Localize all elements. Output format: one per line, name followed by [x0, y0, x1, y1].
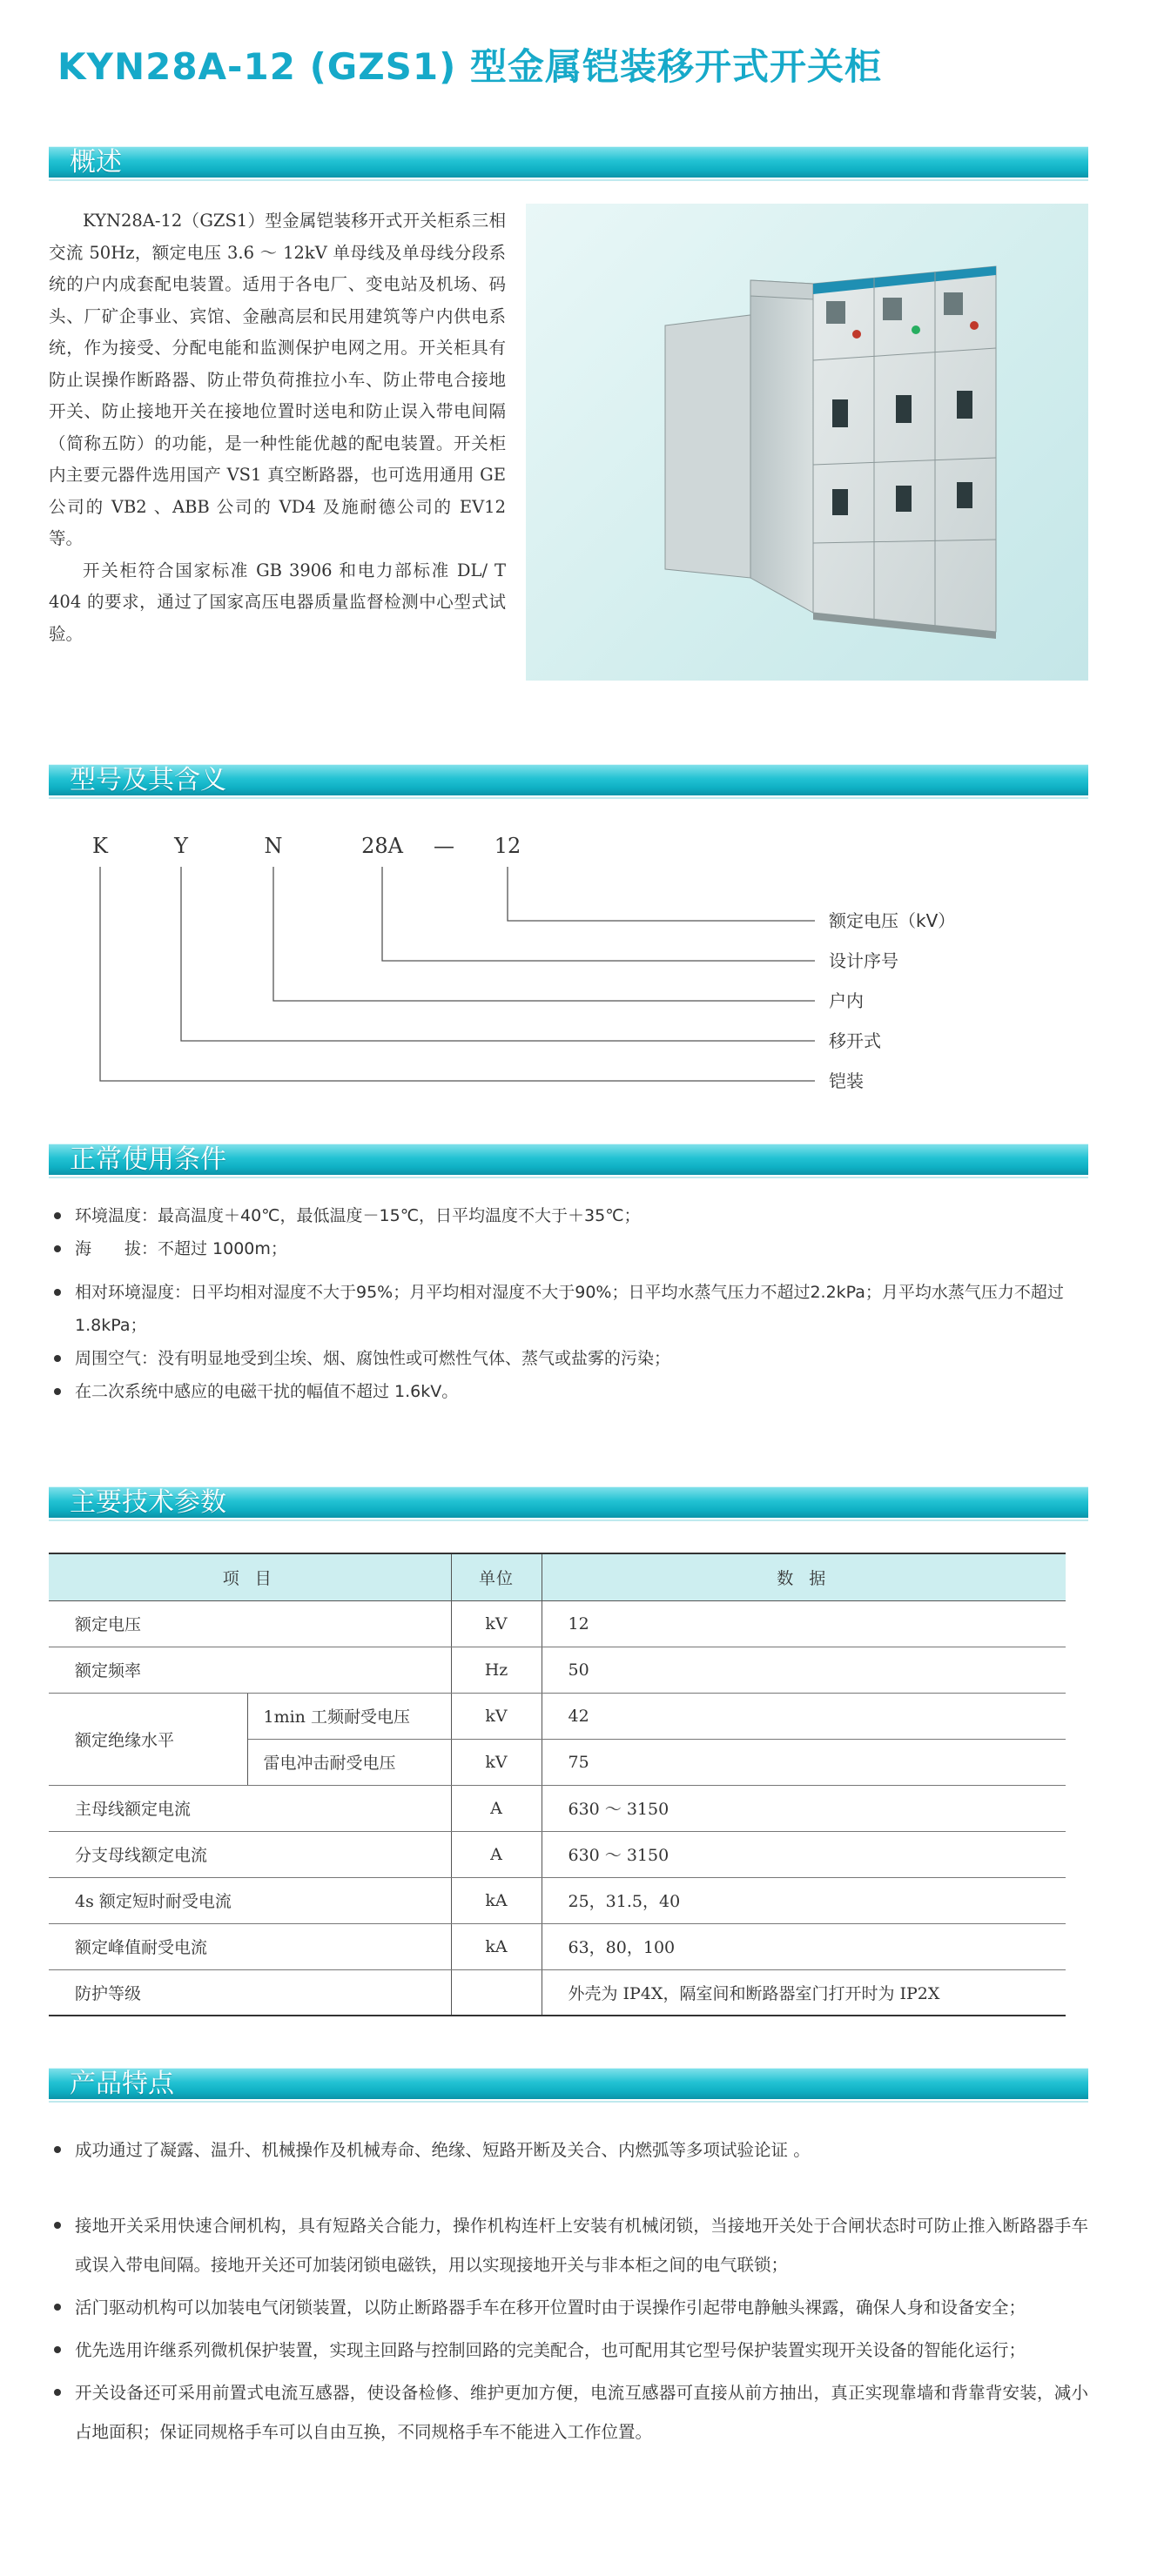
row-value: 42: [542, 1693, 1066, 1739]
overview-text: [49, 205, 506, 650]
model-meaning-rated-voltage: 额定电压（kV）: [829, 910, 956, 931]
section-title-params: 主要技术参数: [70, 1487, 226, 1518]
model-meaning-indoor: 户内: [829, 990, 864, 1011]
row-value: 25，31.5，40: [542, 1877, 1066, 1923]
model-meaning-design-number: 设计序号: [829, 950, 898, 971]
feature-item: 活门驱动机构可以加装电气闭锁装置，以防止断路器手车在移开位置时由于误操作引起带电静触头裸露，确保人身和设备安全；: [49, 2288, 1088, 2327]
row-value: 630 ～ 3150: [542, 1831, 1066, 1877]
section-header-features: [49, 2068, 1088, 2099]
model-code-diagram: [49, 828, 1088, 1116]
section-title-conditions: 正常使用条件: [70, 1144, 226, 1175]
row-subitem: 1min 工频耐受电压: [247, 1693, 451, 1739]
model-leader-lines: [100, 867, 815, 1081]
row-unit: kV: [451, 1693, 542, 1739]
row-value: 50: [542, 1647, 1066, 1693]
section-title-model: 型号及其含义: [70, 765, 226, 795]
condition-humidity: 相对环境湿度：日平均相对湿度不大于95%；月平均相对湿度不大于90%；日平均水蒸气压力不超过2.2kPa；月平均水蒸气压力不超过 1.8kPa；: [49, 1276, 1088, 1342]
row-item: 4s 额定短时耐受电流: [49, 1877, 451, 1923]
row-value: 63，80，100: [542, 1923, 1066, 1969]
row-item: 分支母线额定电流: [49, 1831, 451, 1877]
header-unit: 单位: [451, 1553, 542, 1600]
condition-temperature: 环境温度：最高温度＋40℃，最低温度－15℃，日平均温度不大于＋35℃；: [49, 1199, 1088, 1232]
condition-emi: 在二次系统中感应的电磁干扰的幅值不超过 1.6kV。: [49, 1375, 1088, 1408]
section-title-overview: 概述: [70, 147, 122, 178]
section-header-overview: [49, 146, 1088, 178]
feature-item: 优先选用许继系列微机保护装置，实现主回路与控制回路的完美配合，也可配用其它型号保护装置实现开关设备的智能化运行；: [49, 2331, 1088, 2370]
row-value: 630 ～ 3150: [542, 1785, 1066, 1831]
feature-item: 开关设备还可采用前置式电流互感器，使设备检修、维护更加方便，电流互感器可直接从前方抽出，真正实现靠墙和背靠背安装，减小占地面积；保证同规格手车可以自由互换，不同规格手车不能进入工作位置。: [49, 2373, 1088, 2452]
model-letter-k: K: [92, 834, 108, 858]
row-value: 外壳为 IP4X，隔室间和断路器室门打开时为 IP2X: [542, 1969, 1066, 2016]
features-list: [49, 2130, 1088, 2455]
switchgear-cabinet-photo: [526, 204, 1088, 681]
row-subitem: 雷电冲击耐受电压: [247, 1739, 451, 1785]
feature-item: 接地开关采用快速合闸机构，具有短路关合能力，操作机构连杆上安装有机械闭锁，当接地开关处于合闸状态时可防止推入断路器手车或误入带电间隔。接地开关还可加装闭锁电磁铁，用以实现接地开关与非本柜之间的电气联锁；: [49, 2206, 1088, 2284]
table-row: [49, 1877, 1066, 1923]
header-data: 数 据: [542, 1553, 1066, 1600]
table-row: [49, 1647, 1066, 1693]
section-header-conditions: [49, 1144, 1088, 1175]
row-unit: Hz: [451, 1647, 542, 1693]
condition-air: 周围空气：没有明显地受到尘埃、烟、腐蚀性或可燃性气体、蒸气或盐雾的污染；: [49, 1342, 1088, 1375]
section-header-params: [49, 1486, 1088, 1518]
table-header-row: [49, 1553, 1066, 1600]
row-unit: [451, 1969, 542, 2016]
switchgear-cabinet-illustration: [526, 204, 1088, 681]
model-meaning-withdrawable: 移开式: [829, 1030, 881, 1051]
feature-item: 成功通过了凝露、温升、机械操作及机械寿命、绝缘、短路开断及关合、内燃弧等多项试验论证 。: [49, 2130, 1088, 2170]
row-item: 额定峰值耐受电流: [49, 1923, 451, 1969]
section-title-features: 产品特点: [70, 2069, 174, 2099]
row-unit: kA: [451, 1923, 542, 1969]
table-row: [49, 1831, 1066, 1877]
row-unit: kV: [451, 1739, 542, 1785]
section-header-model: [49, 764, 1088, 795]
row-unit: A: [451, 1785, 542, 1831]
row-item: 额定频率: [49, 1647, 451, 1693]
row-value: 75: [542, 1739, 1066, 1785]
model-letter-n: N: [264, 834, 283, 858]
table-row: [49, 1600, 1066, 1647]
row-value: 12: [542, 1600, 1066, 1647]
row-unit: A: [451, 1831, 542, 1877]
overview-paragraph-2: 开关柜符合国家标准 GB 3906 和电力部标准 DL/ T 404 的要求，通过了国家高压电器质量监督检测中心型式试验。: [49, 560, 506, 644]
conditions-list: [49, 1199, 1088, 1408]
row-unit: kA: [451, 1877, 542, 1923]
table-row: [49, 1923, 1066, 1969]
row-item: 额定绝缘水平: [49, 1693, 247, 1785]
table-row: [49, 1785, 1066, 1831]
row-item: 主母线额定电流: [49, 1785, 451, 1831]
overview-paragraph-1: KYN28A-12（GZS1）型金属铠装移开式开关柜系三相交流 50Hz，额定电压 3.6 ～ 12kV 单母线及单母线分段系统的户内成套配电装置。适用于各电厂、变电站及机场、码头、厂矿企事业、宾馆、金融高层和民用建筑等户内供电系统，作为接受、分配电能和监测保护电网之用。开关柜具有防止误操作断路器、防止带负荷推拉小车、防止带电合接地开关、防止接地开关在接地位置时送电和防止误入带电间隔（简称五防）的功能，是一种性能优越的配电装置。开关柜内主要元器件选用国产 VS1 真空断路器，也可选用通用 GE 公司的 VB2 、ABB 公司的 VD4 及施耐德公司的 EV12 等。: [49, 211, 506, 548]
table-row: [49, 1693, 1066, 1739]
model-letter-28a: 28A: [361, 834, 403, 858]
model-meaning-metal-clad: 铠装: [829, 1070, 864, 1091]
page-title: KYN28A-12 (GZS1) 型金属铠装移开式开关柜: [57, 45, 882, 88]
model-dash: —: [434, 834, 454, 858]
row-unit: kV: [451, 1600, 542, 1647]
model-letter-y: Y: [174, 834, 188, 858]
header-item: 项 目: [49, 1553, 451, 1600]
row-item: 防护等级: [49, 1969, 451, 2016]
technical-parameters-table: [49, 1553, 1066, 2016]
condition-altitude: 海 拔：不超过 1000m；: [49, 1232, 1088, 1265]
table-row: [49, 1969, 1066, 2016]
model-letter-12: 12: [494, 834, 521, 858]
row-item: 额定电压: [49, 1600, 451, 1647]
